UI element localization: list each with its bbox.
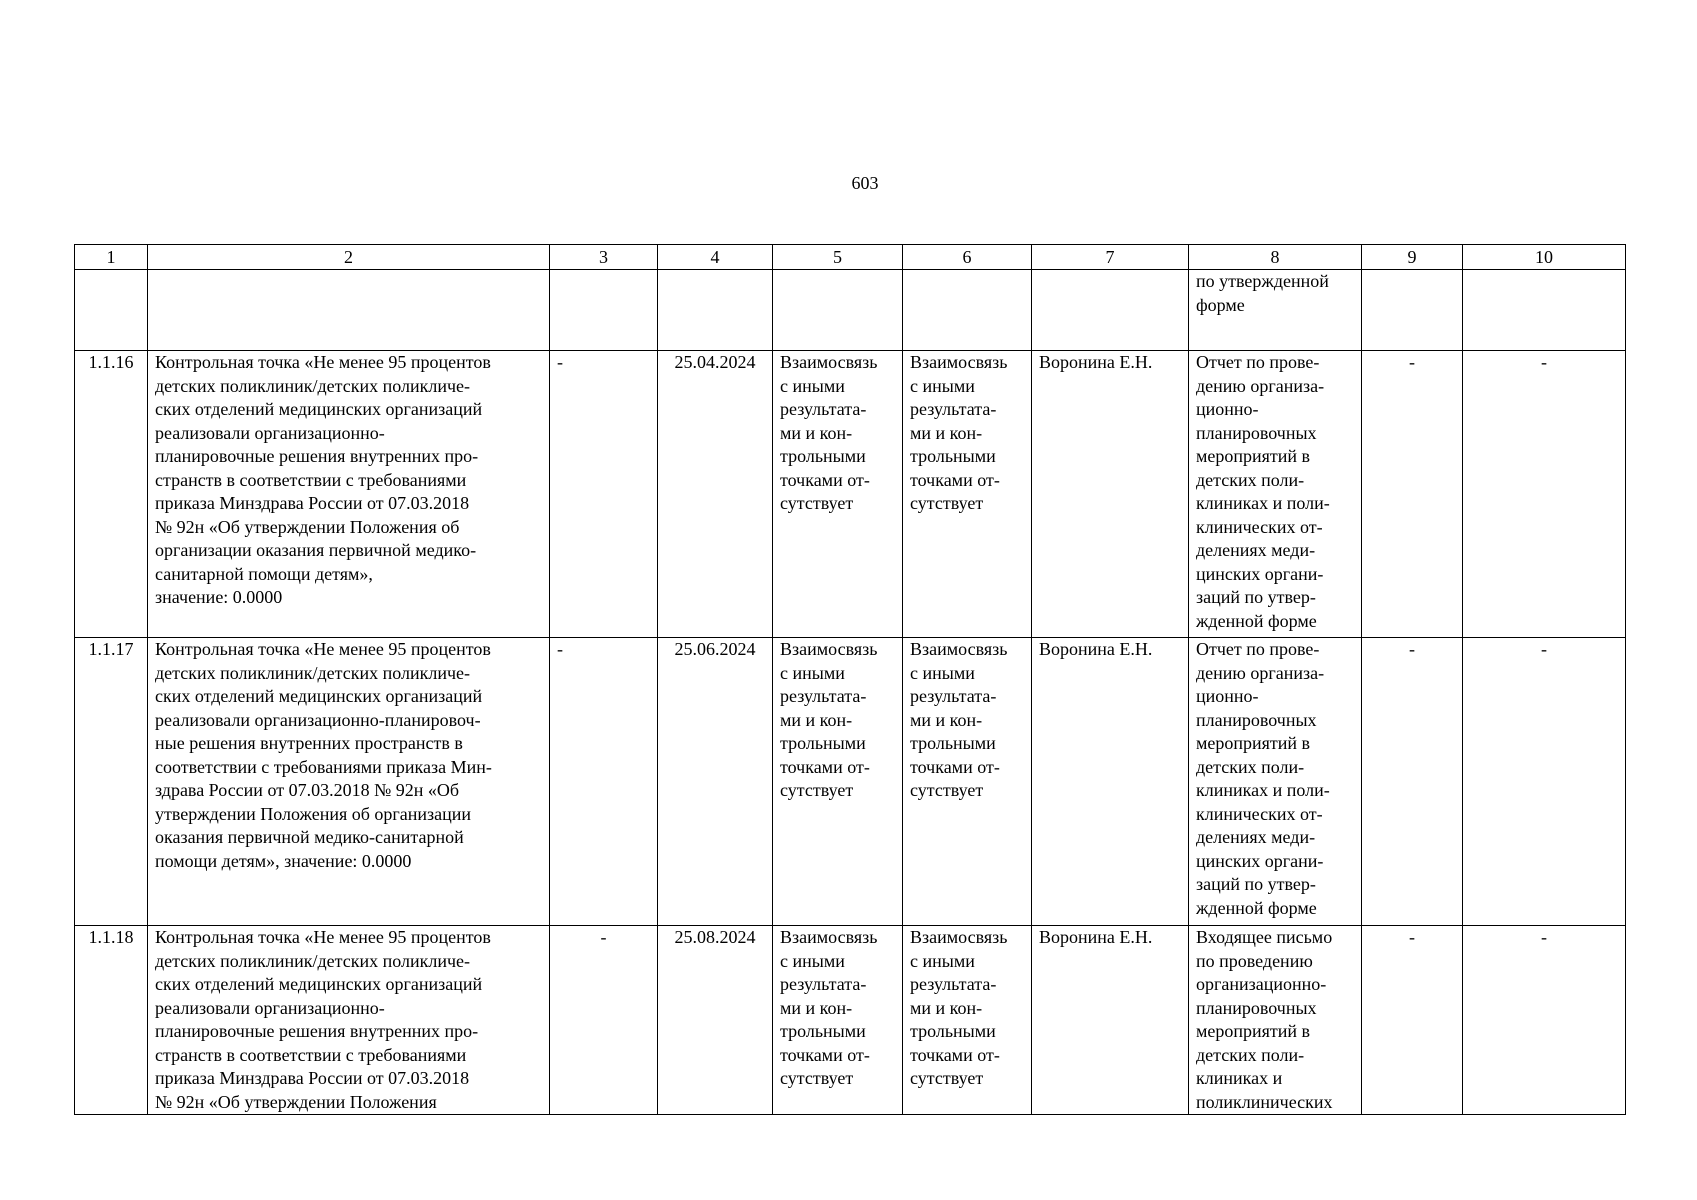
due-date: 25.08.2024: [658, 926, 773, 1115]
confirming-document: Отчет по прове- дению организа- ционно- планировочных мероприятий в детских поли- клиниках и поли- клинических от- делениях меди- цинских органи- заций по утвер- жденной форме: [1189, 351, 1362, 638]
column-header: 8: [1189, 245, 1362, 270]
table-cell: [148, 270, 550, 351]
due-date: 25.06.2024: [658, 638, 773, 926]
row-number: 1.1.16: [75, 351, 148, 638]
page-number: 603: [851, 173, 879, 193]
column-header: 5: [773, 245, 903, 270]
table-cell: [658, 270, 773, 351]
successor-link: Взаимосвязь с иными результата- ми и кон- трольными точками от- сутствует: [903, 351, 1032, 638]
table-cell: [550, 270, 658, 351]
predecessor-link: Взаимосвязь с иными результата- ми и кон- трольными точками от- сутствует: [773, 926, 903, 1115]
control-point-description: Контрольная точка «Не менее 95 процентов детских поликлиник/детских поликличе- ских отделений медицинских организаций реализовали организационно-планировоч- ные решения внутренних пространств в соответствии с требованиями приказа Мин- здрава России от 07.03.2018 № 92н «Об утверждении Положения об организации оказания первичной медико-санитарной помощи детям», значение: 0.0000: [148, 638, 550, 926]
note-cell: -: [1463, 638, 1626, 926]
column-header: 7: [1032, 245, 1189, 270]
table-cell: [1463, 270, 1626, 351]
info-system-cell: -: [1362, 926, 1463, 1115]
row-number: 1.1.17: [75, 638, 148, 926]
control-point-description: Контрольная точка «Не менее 95 процентов детских поликлиник/детских поликличе- ских отделений медицинских организаций реализовали организационно- планировочные решения внутренних про- странств в соответствии с требованиями приказа Минздрава России от 07.03.2018 № 92н «Об утверждении Положения об организации оказания первичной медико- санитарной помощи детям», значение: 0.0000: [148, 351, 550, 638]
table-cell: [75, 270, 148, 351]
table-cell: [773, 270, 903, 351]
responsible-person: Воронина Е.Н.: [1032, 638, 1189, 926]
info-system-cell: -: [1362, 638, 1463, 926]
successor-link: Взаимосвязь с иными результата- ми и кон- трольными точками от- сутствует: [903, 638, 1032, 926]
control-point-description: Контрольная точка «Не менее 95 процентов детских поликлиник/детских поликличе- ских отделений медицинских организаций реализовали организационно- планировочные решения внутренних про- странств в соответствии с требованиями приказа Минздрава России от 07.03.2018 № 92н «Об утверждении Положения: [148, 926, 550, 1115]
column-header: 1: [75, 245, 148, 270]
info-system-cell: -: [1362, 351, 1463, 638]
successor-link: Взаимосвязь с иными результата- ми и кон- трольными точками от- сутствует: [903, 926, 1032, 1115]
table-cell: [903, 270, 1032, 351]
table-cell: [1032, 270, 1189, 351]
base-value-cell: -: [550, 638, 658, 926]
table-header-row: [75, 245, 1626, 270]
predecessor-link: Взаимосвязь с иными результата- ми и кон- трольными точками от- сутствует: [773, 351, 903, 638]
responsible-person: Воронина Е.Н.: [1032, 351, 1189, 638]
column-header: 10: [1463, 245, 1626, 270]
due-date: 25.04.2024: [658, 351, 773, 638]
confirming-document: Входящее письмо по проведению организационно- планировочных мероприятий в детских поли- клиниках и поликлинических: [1189, 926, 1362, 1115]
base-value-cell: -: [550, 351, 658, 638]
predecessor-link: Взаимосвязь с иными результата- ми и кон- трольными точками от- сутствует: [773, 638, 903, 926]
report-form-cell: по утвержденной форме: [1189, 270, 1362, 351]
control-points-table: [74, 244, 1626, 1115]
column-header: 6: [903, 245, 1032, 270]
continuation-row: [75, 270, 1626, 351]
note-cell: -: [1463, 351, 1626, 638]
column-header: 3: [550, 245, 658, 270]
row-number: 1.1.18: [75, 926, 148, 1115]
column-header: 2: [148, 245, 550, 270]
note-cell: -: [1463, 926, 1626, 1115]
table-row: [75, 926, 1626, 1115]
responsible-person: Воронина Е.Н.: [1032, 926, 1189, 1115]
base-value-cell: -: [550, 926, 658, 1115]
table-cell: [1362, 270, 1463, 351]
column-header: 9: [1362, 245, 1463, 270]
confirming-document: Отчет по прове- дению организа- ционно- планировочных мероприятий в детских поли- клиниках и поли- клинических от- делениях меди- цинских органи- заций по утвер- жденной форме: [1189, 638, 1362, 926]
column-header: 4: [658, 245, 773, 270]
table-row: [75, 351, 1626, 638]
table-row: [75, 638, 1626, 926]
